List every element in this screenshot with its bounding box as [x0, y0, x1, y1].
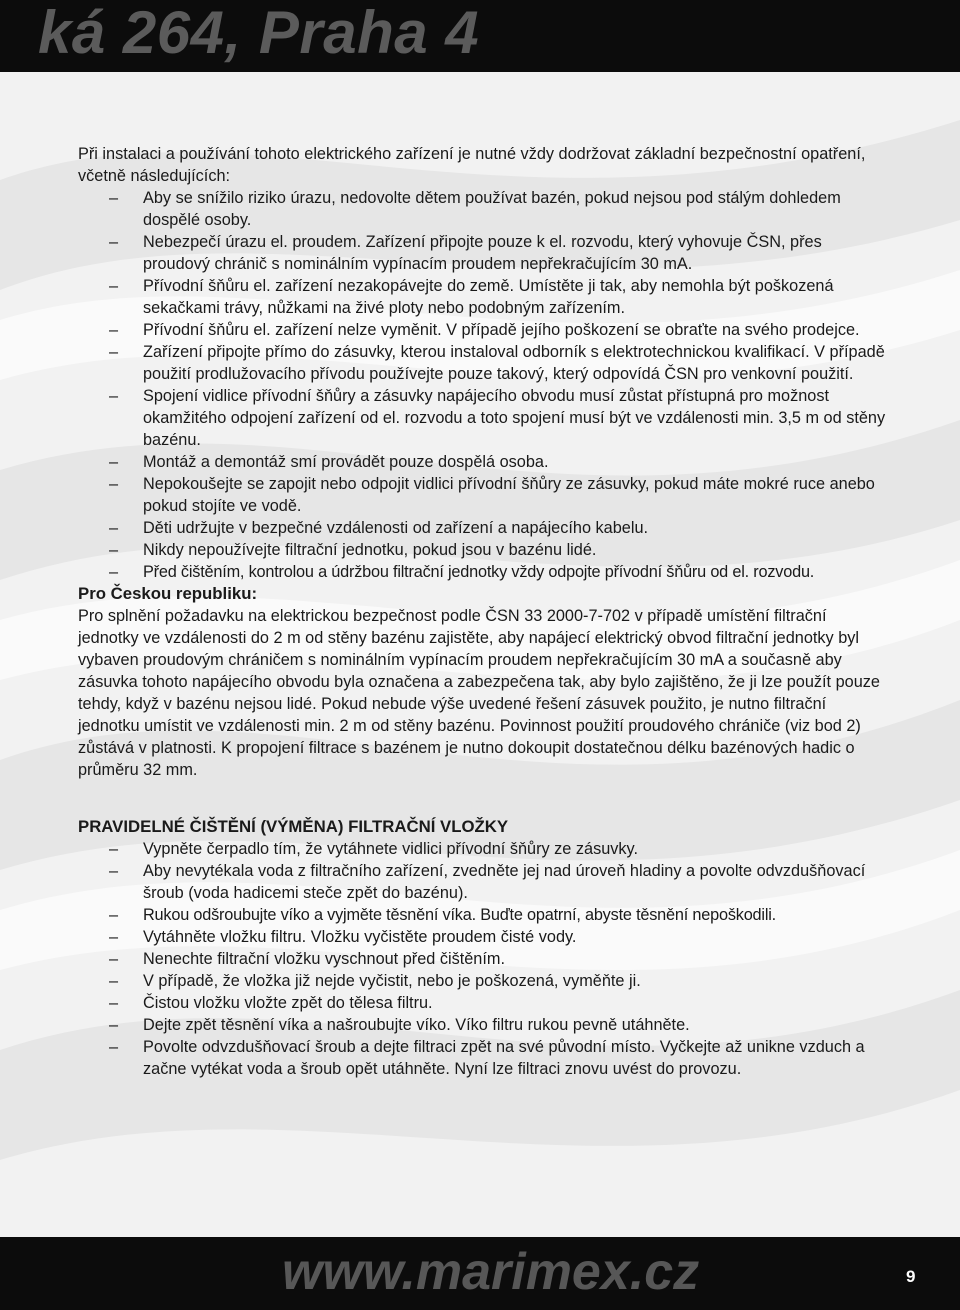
bullet-dash: – — [109, 277, 119, 295]
list-item — [78, 1036, 888, 1080]
bullet-dash: – — [109, 343, 119, 361]
cz-heading: Pro Českou republiku: — [78, 584, 258, 603]
bullet-dash: – — [109, 475, 119, 493]
list-item-text: Montáž a demontáž smí provádět pouze dospělá osoba. — [143, 453, 549, 471]
footer-website-url: www.marimex.cz — [282, 1243, 700, 1301]
list-item — [78, 904, 888, 926]
list-item — [78, 838, 888, 860]
bullet-dash: – — [109, 862, 119, 880]
list-item-text: Zařízení připojte přímo do zásuvky, kterou instaloval odborník s elektrotechnickou kvalifikací. V případě použití prodlužovacího přívodu používejte pouze takový, který odpovídá ČSN pro venkovní použití. — [143, 343, 885, 383]
list-item-text: Děti udržujte v bezpečné vzdálenosti od zařízení a napájecího kabelu. — [143, 519, 649, 537]
cleaning-heading: PRAVIDELNÉ ČIŠTĚNÍ (VÝMĚNA) FILTRAČNÍ VLOŽKY — [78, 817, 509, 836]
list-item-text: Spojení vidlice přívodní šňůry a zásuvky napájecího obvodu musí zůstat přístupná pro možnost okamžitého odpojení zařízení od el. rozvodu a toto spojení musí být ve vzdálenosti min. 3,5 m od stěny bazénu. — [143, 387, 886, 449]
list-item-text: Povolte odvzdušňovací šroub a dejte filtraci zpět na své původní místo. Vyčkejte až unikne vzduch a začne vytékat voda a šroub opět utáhněte. Nyní lze filtraci znovu uvést do provozu. — [143, 1038, 865, 1078]
list-item — [78, 860, 888, 904]
list-item — [78, 970, 888, 992]
list-item-text: Nikdy nepoužívejte filtrační jednotku, pokud jsou v bazénu lidé. — [143, 541, 597, 559]
list-item — [78, 473, 888, 517]
bullet-dash: – — [109, 453, 119, 471]
list-item-text: Přívodní šňůru el. zařízení nelze vyměnit. V případě jejího poškození se obraťte na svého prodejce. — [143, 321, 860, 339]
safety-list — [78, 187, 888, 583]
bullet-dash: – — [109, 906, 118, 924]
list-item-text: Přívodní šňůru el. zařízení nezakopávejte do země. Umístěte ji tak, aby nemohla být poškozená sekačkami trávy, nůžkami na živé ploty nebo podobným zařízením. — [143, 277, 834, 317]
bullet-dash: – — [109, 994, 119, 1012]
bullet-dash: – — [109, 321, 119, 339]
list-item-text: Nebezpečí úrazu el. proudem. Zařízení připojte pouze k el. rozvodu, který vyhovuje ČSN, přes proudový chránič s nominálním vypínacím proudem nepřekračujícím 30 mA. — [143, 233, 822, 273]
list-item — [78, 451, 888, 473]
list-item — [78, 319, 888, 341]
bullet-dash: – — [109, 519, 119, 537]
document-body — [78, 143, 888, 1080]
list-item-text: Vytáhněte vložku filtru. Vložku vyčistěte proudem čisté vody. — [143, 928, 577, 946]
bullet-dash: – — [109, 541, 119, 559]
list-item-text: Vypněte čerpadlo tím, že vytáhnete vidlici přívodní šňůry ze zásuvky. — [143, 840, 639, 858]
bullet-dash: – — [109, 840, 119, 858]
list-item — [78, 539, 888, 561]
list-item-text: Nenechte filtrační vložku vyschnout před čištěním. — [143, 950, 505, 968]
list-item — [78, 926, 888, 948]
footer-bar — [0, 1237, 960, 1310]
bullet-dash: – — [109, 387, 119, 405]
header-title: ká 264, Praha 4 — [38, 0, 480, 66]
list-item — [78, 341, 888, 385]
list-item — [78, 385, 888, 451]
list-item — [78, 1014, 888, 1036]
bullet-dash: – — [109, 1016, 119, 1034]
safety-intro: Při instalaci a používání tohoto elektrického zařízení je nutné vždy dodržovat základní bezpečnostní opatření, včetně následujících: — [78, 145, 866, 185]
bullet-dash: – — [109, 972, 119, 990]
bullet-dash: – — [109, 233, 119, 251]
bullet-dash: – — [109, 928, 119, 946]
list-item-text: Dejte zpět těsnění víka a našroubujte víko. Víko filtru rukou pevně utáhněte. — [143, 1016, 690, 1034]
list-item-text: Čistou vložku vložte zpět do tělesa filtru. — [143, 994, 433, 1012]
cleaning-list — [78, 838, 888, 1080]
list-item — [78, 992, 888, 1014]
list-item — [78, 275, 888, 319]
list-item-text: V případě, že vložka již nejde vyčistit, nebo je poškozená, vyměňte ji. — [143, 972, 641, 990]
list-item — [78, 187, 888, 231]
bullet-dash: – — [109, 1038, 119, 1056]
page-number: 9 — [906, 1267, 916, 1286]
cz-paragraph: Pro splnění požadavku na elektrickou bezpečnost podle ČSN 33 2000-7-702 v případě umístění filtrační jednotky ve vzdálenosti do 2 m od stěny bazénu zajistěte, aby napájecí elektrický obvod filtrační jednotky byl vybaven proudovým chráničem s nominálním vypínacím proudem nepřekračujícím 30 mA a současně aby zásuvka tohoto napájecího obvodu byla označena a zabezpečena tak, aby bylo zajištěno, že ji lze použít pouze tehdy, když v bazénu nejsou lidé. Pokud nebude výše uvedené řešení zásuvek použito, je nutno filtrační jednotku umístit ve vzdálenosti min. 2 m od stěny bazénu. Povinnost použití proudového chrániče (viz bod 2) zůstává v platnosti. K propojení filtrace s bazénem je nutno dokoupit dostatečnou délku bazénových hadic o průměru 32 mm. — [78, 607, 880, 779]
list-item-text: Rukou odšroubujte víko a vyjměte těsnění víka. Buďte opatrní, abyste těsnění nepoškodili. — [143, 906, 776, 924]
list-item-text: Nepokoušejte se zapojit nebo odpojit vidlici přívodní šňůry ze zásuvky, pokud máte mokré ruce anebo pokud stojíte ve vodě. — [143, 475, 875, 515]
list-item — [78, 231, 888, 275]
bullet-dash: – — [109, 563, 118, 581]
list-item — [78, 948, 888, 970]
list-item-text: Aby nevytékala voda z filtračního zařízení, zvedněte jej nad úroveň hladiny a povolte odvzdušňovací šroub (voda hadicemi steče zpět do bazénu). — [143, 862, 866, 902]
list-item-text: Před čištěním, kontrolou a údržbou filtrační jednotky vždy odpojte přívodní šňůru od el. rozvodu. — [143, 563, 815, 581]
list-item-text: Aby se snížilo riziko úrazu, nedovolte dětem používat bazén, pokud nejsou pod stálým dohledem dospělé osoby. — [143, 189, 841, 229]
header-bar — [0, 0, 960, 72]
bullet-dash: – — [109, 189, 119, 207]
list-item — [78, 561, 888, 583]
bullet-dash: – — [109, 950, 119, 968]
list-item — [78, 517, 888, 539]
